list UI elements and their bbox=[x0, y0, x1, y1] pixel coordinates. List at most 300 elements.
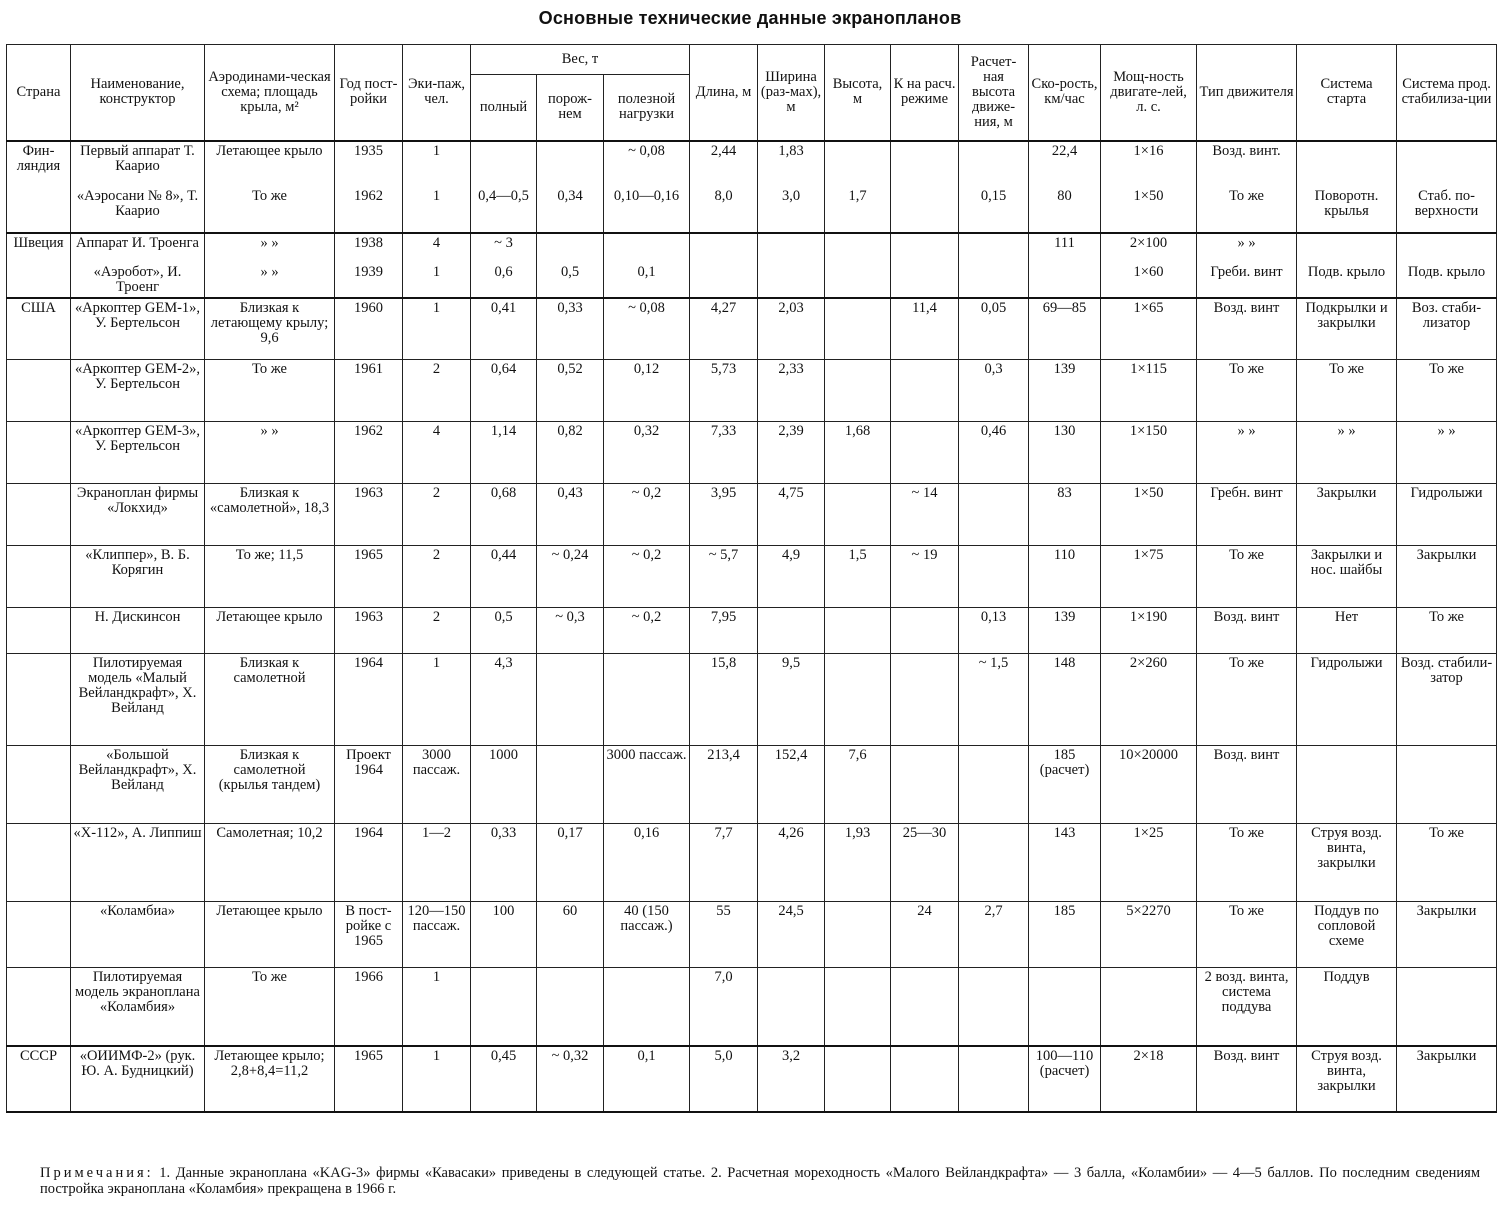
cell-stab: Закрылки bbox=[1397, 1046, 1497, 1112]
cell-length bbox=[690, 263, 758, 298]
cell-name: «Клиппер», В. Б. Корягин bbox=[71, 546, 205, 608]
cell-alt: 0,05 bbox=[959, 298, 1029, 360]
cell-width bbox=[758, 608, 825, 654]
table-row bbox=[7, 746, 1497, 824]
cell-length: 7,7 bbox=[690, 824, 758, 902]
cell-prop: То же bbox=[1197, 546, 1297, 608]
cell-full: 4,3 bbox=[471, 654, 537, 746]
cell-power: 10×20000 bbox=[1101, 746, 1197, 824]
cell-k bbox=[891, 746, 959, 824]
cell-height bbox=[825, 360, 891, 422]
cell-power: 1×75 bbox=[1101, 546, 1197, 608]
cell-payload bbox=[604, 968, 690, 1046]
cell-stab: То же bbox=[1397, 360, 1497, 422]
cell-width: 152,4 bbox=[758, 746, 825, 824]
cell-prop: » » bbox=[1197, 233, 1297, 263]
header-weight-empty: порож-нем bbox=[537, 75, 604, 141]
cell-speed: 110 bbox=[1029, 546, 1101, 608]
cell-aero: Самолетная; 10,2 bbox=[205, 824, 335, 902]
cell-year: Проект 1964 bbox=[335, 746, 403, 824]
cell-stab: Закрылки bbox=[1397, 902, 1497, 968]
cell-year: 1961 bbox=[335, 360, 403, 422]
header-k: К на расч. режиме bbox=[891, 45, 959, 141]
cell-start: Подкрылки и закрылки bbox=[1297, 298, 1397, 360]
cell-payload: 40 (150 пассаж.) bbox=[604, 902, 690, 968]
header-crew: Эки-паж, чел. bbox=[403, 45, 471, 141]
cell-full bbox=[471, 968, 537, 1046]
cell-payload: 0,32 bbox=[604, 422, 690, 484]
cell-length: 8,0 bbox=[690, 187, 758, 233]
cell-name: Первый аппарат Т. Каарио bbox=[71, 141, 205, 187]
cell-speed: 69—85 bbox=[1029, 298, 1101, 360]
cell-height: 1,68 bbox=[825, 422, 891, 484]
cell-aero: То же bbox=[205, 187, 335, 233]
cell-payload: 3000 пассаж. bbox=[604, 746, 690, 824]
cell-start: Гидролыжи bbox=[1297, 654, 1397, 746]
cell-stab: » » bbox=[1397, 422, 1497, 484]
cell-width: 2,03 bbox=[758, 298, 825, 360]
table-row bbox=[7, 608, 1497, 654]
cell-empty: 0,17 bbox=[537, 824, 604, 902]
cell-start: Струя возд. винта, закрылки bbox=[1297, 1046, 1397, 1112]
header-start: Система старта bbox=[1297, 45, 1397, 141]
cell-stab: Гидролыжи bbox=[1397, 484, 1497, 546]
cell-year: 1960 bbox=[335, 298, 403, 360]
cell-empty: 0,82 bbox=[537, 422, 604, 484]
specs-table bbox=[6, 44, 1497, 1113]
cell-empty: 0,34 bbox=[537, 187, 604, 233]
cell-alt bbox=[959, 746, 1029, 824]
cell-aero: Летающее крыло bbox=[205, 902, 335, 968]
cell-aero: То же bbox=[205, 968, 335, 1046]
cell-country bbox=[7, 360, 71, 422]
cell-prop: То же bbox=[1197, 902, 1297, 968]
cell-speed: 185 (расчет) bbox=[1029, 746, 1101, 824]
cell-aero: Близкая к «самолетной», 18,3 bbox=[205, 484, 335, 546]
cell-length: 7,95 bbox=[690, 608, 758, 654]
cell-crew: 1 bbox=[403, 298, 471, 360]
cell-name: Н. Дискинсон bbox=[71, 608, 205, 654]
cell-height bbox=[825, 263, 891, 298]
cell-alt: 0,15 bbox=[959, 187, 1029, 233]
cell-full: 0,64 bbox=[471, 360, 537, 422]
header-weight-full: полный bbox=[471, 75, 537, 141]
cell-height bbox=[825, 654, 891, 746]
cell-length: 55 bbox=[690, 902, 758, 968]
cell-aero: То же bbox=[205, 360, 335, 422]
header-weight: Вес, т bbox=[471, 45, 690, 75]
cell-empty bbox=[537, 141, 604, 187]
header-power: Мощ-ность двигате-лей, л. с. bbox=[1101, 45, 1197, 141]
cell-name: «X-112», А. Липпиш bbox=[71, 824, 205, 902]
cell-alt: 0,3 bbox=[959, 360, 1029, 422]
cell-power: 1×65 bbox=[1101, 298, 1197, 360]
cell-prop: Возд. винт. bbox=[1197, 141, 1297, 187]
cell-year: 1963 bbox=[335, 484, 403, 546]
cell-prop: Гребн. винт bbox=[1197, 484, 1297, 546]
table-row bbox=[7, 968, 1497, 1046]
cell-full: 100 bbox=[471, 902, 537, 968]
cell-country bbox=[7, 484, 71, 546]
cell-stab: То же bbox=[1397, 608, 1497, 654]
cell-crew: 1 bbox=[403, 654, 471, 746]
cell-prop: » » bbox=[1197, 422, 1297, 484]
cell-name: Пилотируемая модель экраноплана «Коламбия» bbox=[71, 968, 205, 1046]
cell-crew: 1 bbox=[403, 968, 471, 1046]
cell-payload: 0,10—0,16 bbox=[604, 187, 690, 233]
cell-country: Фин-ляндия bbox=[7, 141, 71, 187]
cell-k bbox=[891, 1046, 959, 1112]
cell-k bbox=[891, 654, 959, 746]
cell-k bbox=[891, 187, 959, 233]
cell-crew: 4 bbox=[403, 233, 471, 263]
cell-crew: 1—2 bbox=[403, 824, 471, 902]
cell-speed: 185 bbox=[1029, 902, 1101, 968]
cell-alt: 0,13 bbox=[959, 608, 1029, 654]
cell-power: 1×25 bbox=[1101, 824, 1197, 902]
cell-empty bbox=[537, 654, 604, 746]
cell-year: 1966 bbox=[335, 968, 403, 1046]
cell-aero: Близкая к самолетной bbox=[205, 654, 335, 746]
cell-width: 9,5 bbox=[758, 654, 825, 746]
cell-payload: 0,16 bbox=[604, 824, 690, 902]
header-country: Страна bbox=[7, 45, 71, 141]
header-alt: Расчет-ная высота движе-ния, м bbox=[959, 45, 1029, 141]
cell-length: 3,95 bbox=[690, 484, 758, 546]
cell-height bbox=[825, 141, 891, 187]
cell-width: 4,75 bbox=[758, 484, 825, 546]
cell-start bbox=[1297, 746, 1397, 824]
cell-crew: 1 bbox=[403, 263, 471, 298]
cell-prop: Греби. винт bbox=[1197, 263, 1297, 298]
cell-height: 1,93 bbox=[825, 824, 891, 902]
cell-aero: » » bbox=[205, 233, 335, 263]
cell-speed bbox=[1029, 968, 1101, 1046]
cell-power: 1×115 bbox=[1101, 360, 1197, 422]
cell-aero: Близкая к самолетной (крылья тандем) bbox=[205, 746, 335, 824]
cell-k bbox=[891, 141, 959, 187]
cell-power: 1×60 bbox=[1101, 263, 1197, 298]
table-body bbox=[7, 141, 1497, 1112]
cell-year: 1964 bbox=[335, 824, 403, 902]
cell-year: В пост-ройке с 1965 bbox=[335, 902, 403, 968]
table-row bbox=[7, 902, 1497, 968]
cell-alt bbox=[959, 141, 1029, 187]
cell-full: 1,14 bbox=[471, 422, 537, 484]
footnote-text: 1. Данные экраноплана «KAG-3» фирмы «Кавасаки» приведены в следующей статье. 2. Расчетная мореходность «Малого Вейландкрафта» — 3 балла, «Коламбии» — 4—5 баллов. По последним сведениям постройка экраноплана «Коламбия» прекращена в 1966 г. bbox=[40, 1165, 1481, 1197]
cell-speed: 139 bbox=[1029, 608, 1101, 654]
table-row bbox=[7, 484, 1497, 546]
cell-name: «Коламбиа» bbox=[71, 902, 205, 968]
cell-k bbox=[891, 360, 959, 422]
table-row bbox=[7, 546, 1497, 608]
header-width: Ширина (раз-мах), м bbox=[758, 45, 825, 141]
cell-alt bbox=[959, 546, 1029, 608]
cell-k bbox=[891, 608, 959, 654]
cell-empty: ~ 0,3 bbox=[537, 608, 604, 654]
cell-k: 11,4 bbox=[891, 298, 959, 360]
cell-payload: ~ 0,2 bbox=[604, 484, 690, 546]
header-year: Год пост-ройки bbox=[335, 45, 403, 141]
cell-aero: » » bbox=[205, 263, 335, 298]
cell-k: 24 bbox=[891, 902, 959, 968]
cell-prop: Возд. винт bbox=[1197, 298, 1297, 360]
cell-aero: Близкая к летающему крылу; 9,6 bbox=[205, 298, 335, 360]
cell-aero: » » bbox=[205, 422, 335, 484]
cell-country: СССР bbox=[7, 1046, 71, 1112]
cell-start: Струя возд. винта, закрылки bbox=[1297, 824, 1397, 902]
table-row bbox=[7, 422, 1497, 484]
cell-start: Нет bbox=[1297, 608, 1397, 654]
table-row bbox=[7, 298, 1497, 360]
cell-start: Поддув bbox=[1297, 968, 1397, 1046]
cell-width: 24,5 bbox=[758, 902, 825, 968]
cell-stab bbox=[1397, 233, 1497, 263]
table-row bbox=[7, 360, 1497, 422]
footnote-label: Примечания: bbox=[40, 1165, 154, 1181]
cell-height bbox=[825, 608, 891, 654]
cell-power: 1×50 bbox=[1101, 484, 1197, 546]
cell-country bbox=[7, 546, 71, 608]
cell-alt: 0,46 bbox=[959, 422, 1029, 484]
cell-payload: ~ 0,2 bbox=[604, 546, 690, 608]
cell-prop: Возд. винт bbox=[1197, 746, 1297, 824]
cell-speed bbox=[1029, 263, 1101, 298]
cell-speed: 22,4 bbox=[1029, 141, 1101, 187]
cell-length: 5,73 bbox=[690, 360, 758, 422]
cell-crew: 4 bbox=[403, 422, 471, 484]
cell-length: 7,0 bbox=[690, 968, 758, 1046]
cell-alt bbox=[959, 484, 1029, 546]
cell-payload bbox=[604, 233, 690, 263]
cell-width: 3,0 bbox=[758, 187, 825, 233]
cell-full: 0,5 bbox=[471, 608, 537, 654]
cell-k bbox=[891, 968, 959, 1046]
cell-alt bbox=[959, 968, 1029, 1046]
header-speed: Ско-рость, км/час bbox=[1029, 45, 1101, 141]
cell-country bbox=[7, 902, 71, 968]
cell-length: 7,33 bbox=[690, 422, 758, 484]
cell-start: Поворотн. крылья bbox=[1297, 187, 1397, 233]
cell-full bbox=[471, 141, 537, 187]
cell-alt bbox=[959, 824, 1029, 902]
table-row bbox=[7, 233, 1497, 263]
cell-width: 3,2 bbox=[758, 1046, 825, 1112]
cell-crew: 1 bbox=[403, 141, 471, 187]
cell-name: «Аэросани № 8», Т. Каарио bbox=[71, 187, 205, 233]
cell-width: 1,83 bbox=[758, 141, 825, 187]
cell-alt: ~ 1,5 bbox=[959, 654, 1029, 746]
cell-crew: 2 bbox=[403, 546, 471, 608]
cell-empty: 0,5 bbox=[537, 263, 604, 298]
cell-name: Экраноплан фирмы «Локхид» bbox=[71, 484, 205, 546]
cell-power: 1×50 bbox=[1101, 187, 1197, 233]
cell-payload: 0,1 bbox=[604, 1046, 690, 1112]
cell-k: ~ 14 bbox=[891, 484, 959, 546]
cell-full: 0,33 bbox=[471, 824, 537, 902]
cell-payload: ~ 0,08 bbox=[604, 298, 690, 360]
cell-empty: 0,43 bbox=[537, 484, 604, 546]
cell-speed: 130 bbox=[1029, 422, 1101, 484]
cell-stab: Подв. крыло bbox=[1397, 263, 1497, 298]
cell-prop: То же bbox=[1197, 360, 1297, 422]
cell-height: 1,5 bbox=[825, 546, 891, 608]
cell-length: 5,0 bbox=[690, 1046, 758, 1112]
cell-width bbox=[758, 263, 825, 298]
cell-start bbox=[1297, 233, 1397, 263]
cell-country bbox=[7, 422, 71, 484]
cell-stab: Воз. стаби-лизатор bbox=[1397, 298, 1497, 360]
cell-height bbox=[825, 298, 891, 360]
header-prop: Тип движителя bbox=[1197, 45, 1297, 141]
footnote bbox=[40, 1165, 1480, 1197]
cell-prop: То же bbox=[1197, 187, 1297, 233]
cell-payload: ~ 0,2 bbox=[604, 608, 690, 654]
cell-power: 5×2270 bbox=[1101, 902, 1197, 968]
cell-length: 4,27 bbox=[690, 298, 758, 360]
cell-stab: Возд. стабили-затор bbox=[1397, 654, 1497, 746]
cell-alt bbox=[959, 263, 1029, 298]
cell-empty bbox=[537, 746, 604, 824]
cell-width bbox=[758, 968, 825, 1046]
cell-k: 25—30 bbox=[891, 824, 959, 902]
cell-payload: ~ 0,08 bbox=[604, 141, 690, 187]
header-weight-payload: полезной нагрузки bbox=[604, 75, 690, 141]
cell-full: 0,6 bbox=[471, 263, 537, 298]
cell-payload bbox=[604, 654, 690, 746]
table-row bbox=[7, 141, 1497, 187]
cell-speed: 100—110 (расчет) bbox=[1029, 1046, 1101, 1112]
cell-stab bbox=[1397, 968, 1497, 1046]
cell-power: 1×190 bbox=[1101, 608, 1197, 654]
cell-crew: 2 bbox=[403, 608, 471, 654]
cell-aero: Летающее крыло; 2,8+8,4=11,2 bbox=[205, 1046, 335, 1112]
cell-empty: 0,33 bbox=[537, 298, 604, 360]
header-stab: Система прод. стабилиза-ции bbox=[1397, 45, 1497, 141]
cell-year: 1962 bbox=[335, 422, 403, 484]
cell-year: 1938 bbox=[335, 233, 403, 263]
cell-start: То же bbox=[1297, 360, 1397, 422]
cell-power: 1×150 bbox=[1101, 422, 1197, 484]
cell-height: 1,7 bbox=[825, 187, 891, 233]
cell-height bbox=[825, 902, 891, 968]
page-title: Основные технические данные экранопланов bbox=[538, 8, 962, 28]
cell-empty: ~ 0,32 bbox=[537, 1046, 604, 1112]
cell-width bbox=[758, 233, 825, 263]
cell-height: 7,6 bbox=[825, 746, 891, 824]
cell-empty bbox=[537, 968, 604, 1046]
cell-stab: То же bbox=[1397, 824, 1497, 902]
table-row bbox=[7, 1046, 1497, 1112]
cell-stab: Закрылки bbox=[1397, 546, 1497, 608]
cell-width: 2,33 bbox=[758, 360, 825, 422]
cell-country: Швеция bbox=[7, 233, 71, 263]
cell-height bbox=[825, 233, 891, 263]
cell-full: 0,4—0,5 bbox=[471, 187, 537, 233]
cell-crew: 2 bbox=[403, 484, 471, 546]
cell-full: 0,44 bbox=[471, 546, 537, 608]
table-row bbox=[7, 187, 1497, 233]
cell-speed: 83 bbox=[1029, 484, 1101, 546]
cell-start: Закрылки и нос. шайбы bbox=[1297, 546, 1397, 608]
header-aero: Аэродинами-ческая схема; площадь крыла, м² bbox=[205, 45, 335, 141]
cell-height bbox=[825, 1046, 891, 1112]
table-row bbox=[7, 263, 1497, 298]
cell-aero: Летающее крыло bbox=[205, 141, 335, 187]
cell-stab bbox=[1397, 746, 1497, 824]
cell-power: 1×16 bbox=[1101, 141, 1197, 187]
cell-country bbox=[7, 654, 71, 746]
cell-name: Аппарат И. Троенга bbox=[71, 233, 205, 263]
cell-name: Пилотируемая модель «Малый Вейландкрафт», Х. Вейланд bbox=[71, 654, 205, 746]
cell-full: 0,45 bbox=[471, 1046, 537, 1112]
cell-length: ~ 5,7 bbox=[690, 546, 758, 608]
cell-power: 2×100 bbox=[1101, 233, 1197, 263]
cell-length: 15,8 bbox=[690, 654, 758, 746]
cell-speed: 148 bbox=[1029, 654, 1101, 746]
cell-k bbox=[891, 233, 959, 263]
table-row bbox=[7, 824, 1497, 902]
cell-k bbox=[891, 263, 959, 298]
cell-speed: 80 bbox=[1029, 187, 1101, 233]
cell-start bbox=[1297, 141, 1397, 187]
cell-start: » » bbox=[1297, 422, 1397, 484]
cell-stab: Стаб. по-верхности bbox=[1397, 187, 1497, 233]
cell-crew: 2 bbox=[403, 360, 471, 422]
cell-empty bbox=[537, 233, 604, 263]
cell-full: ~ 3 bbox=[471, 233, 537, 263]
cell-length: 213,4 bbox=[690, 746, 758, 824]
cell-width: 4,26 bbox=[758, 824, 825, 902]
cell-alt: 2,7 bbox=[959, 902, 1029, 968]
cell-start: Закрылки bbox=[1297, 484, 1397, 546]
cell-name: «Аркоптер GEM-2», У. Бертельсон bbox=[71, 360, 205, 422]
cell-speed: 111 bbox=[1029, 233, 1101, 263]
cell-alt bbox=[959, 233, 1029, 263]
cell-prop: 2 возд. винта, система поддува bbox=[1197, 968, 1297, 1046]
cell-alt bbox=[959, 1046, 1029, 1112]
cell-full: 0,41 bbox=[471, 298, 537, 360]
cell-power: 2×260 bbox=[1101, 654, 1197, 746]
cell-prop: То же bbox=[1197, 824, 1297, 902]
cell-full: 1000 bbox=[471, 746, 537, 824]
cell-year: 1965 bbox=[335, 546, 403, 608]
cell-year: 1935 bbox=[335, 141, 403, 187]
cell-payload: 0,1 bbox=[604, 263, 690, 298]
cell-country bbox=[7, 263, 71, 298]
cell-crew: 1 bbox=[403, 1046, 471, 1112]
cell-length bbox=[690, 233, 758, 263]
cell-width: 2,39 bbox=[758, 422, 825, 484]
cell-crew: 120—150 пассаж. bbox=[403, 902, 471, 968]
cell-country: США bbox=[7, 298, 71, 360]
cell-country bbox=[7, 968, 71, 1046]
cell-k: ~ 19 bbox=[891, 546, 959, 608]
header-length: Длина, м bbox=[690, 45, 758, 141]
cell-year: 1964 bbox=[335, 654, 403, 746]
cell-country bbox=[7, 746, 71, 824]
cell-aero: Летающее крыло bbox=[205, 608, 335, 654]
cell-speed: 139 bbox=[1029, 360, 1101, 422]
cell-height bbox=[825, 484, 891, 546]
cell-speed: 143 bbox=[1029, 824, 1101, 902]
cell-country bbox=[7, 824, 71, 902]
table-header bbox=[7, 45, 1497, 141]
cell-aero: То же; 11,5 bbox=[205, 546, 335, 608]
cell-empty: 0,52 bbox=[537, 360, 604, 422]
cell-empty: ~ 0,24 bbox=[537, 546, 604, 608]
cell-year: 1939 bbox=[335, 263, 403, 298]
